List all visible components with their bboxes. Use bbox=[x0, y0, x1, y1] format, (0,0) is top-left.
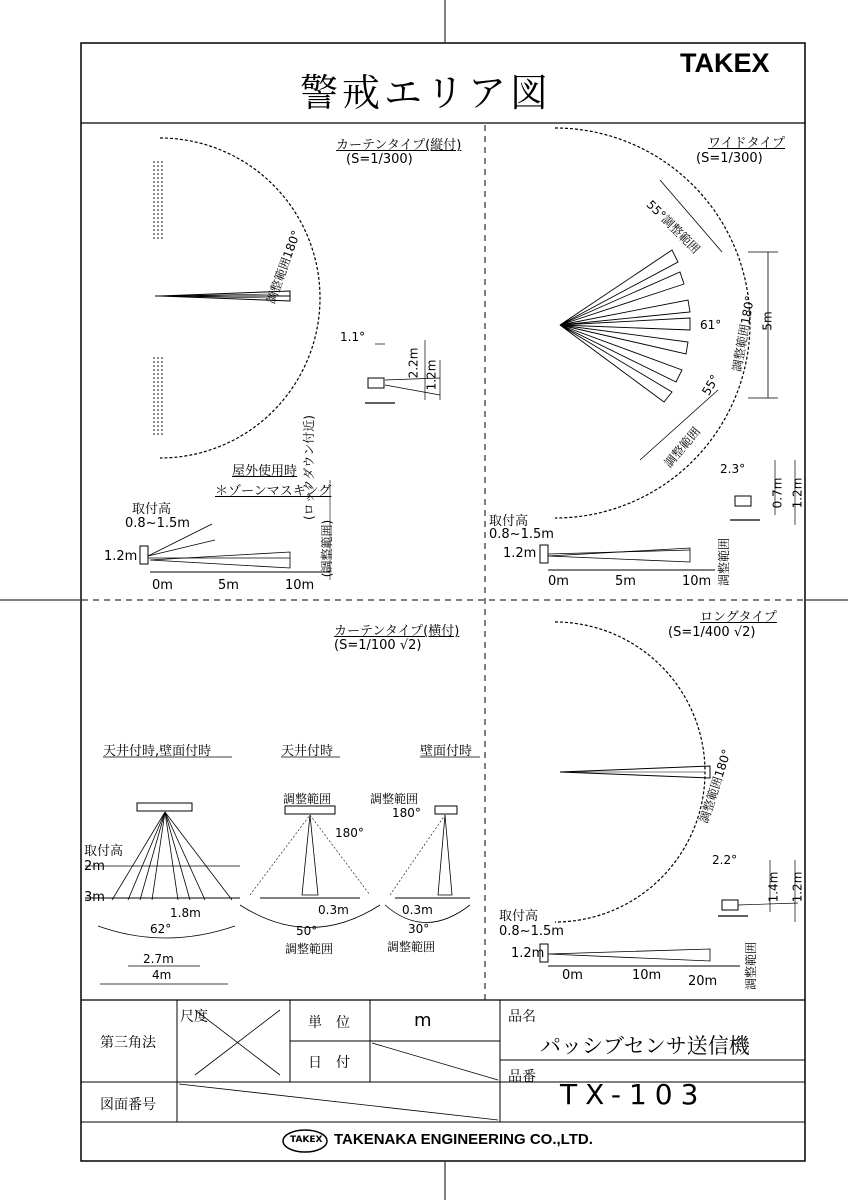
projection-label: 第三角法 bbox=[100, 1035, 156, 1051]
cv-mount-h1: 2.2m bbox=[406, 347, 421, 379]
long-arc-label: 調整範囲180° bbox=[696, 747, 734, 825]
date-label: 日 付 bbox=[308, 1055, 350, 1071]
long-side-note: 調整範囲 bbox=[744, 941, 758, 990]
cv-mount-height-label: 取付高 bbox=[132, 502, 172, 517]
wide-mount-height-value: 0.8~1.5m bbox=[489, 527, 554, 542]
ch-angle-62: 62° bbox=[150, 922, 172, 936]
scale-label: 尺度 bbox=[180, 1009, 208, 1025]
ch-angle-180-a: 180° bbox=[335, 826, 364, 840]
ch-angle-30: 30° bbox=[408, 922, 430, 936]
ch-dim-27: 2.7m bbox=[143, 952, 174, 966]
long-distance-10: 10m bbox=[632, 968, 662, 983]
long-distance-20: 20m bbox=[688, 974, 718, 989]
cv-distance-0: 0m bbox=[152, 578, 173, 593]
curtain-vertical-arc-label: 調整範囲180° bbox=[263, 228, 304, 306]
wide-angle-mid: 61° bbox=[700, 318, 722, 332]
cv-mount-angle: 1.1° bbox=[340, 330, 366, 344]
wide-angle-top: 55°調整範囲 bbox=[643, 197, 703, 257]
ch-height-2m: 2m bbox=[84, 859, 105, 874]
long-distance-0: 0m bbox=[562, 968, 583, 983]
cv-side-note2: (ロックダウン付近) bbox=[302, 415, 316, 520]
long-scale: (S=1/400 √2) bbox=[668, 625, 756, 640]
curtain-vertical-diagram bbox=[140, 138, 440, 580]
cv-height-value: 1.2m bbox=[104, 549, 138, 564]
outdoor-title: 屋外使用時 bbox=[232, 464, 298, 479]
wide-distance-5: 5m bbox=[615, 574, 636, 589]
long-mount-height-label: 取付高 bbox=[499, 909, 539, 924]
ch-dim-03-a: 0.3m bbox=[318, 903, 349, 917]
ch-adj-wall: 調整範囲 bbox=[370, 792, 419, 806]
ch-height-3m: 3m bbox=[84, 890, 105, 905]
ceiling-label: 天井付時 bbox=[281, 744, 334, 759]
cv-mount-h2: 1.2m bbox=[424, 359, 439, 391]
curtain-horizontal-name: カーテンタイプ(横付) bbox=[334, 624, 460, 639]
brand-logo: TAKEX bbox=[680, 48, 770, 78]
ch-adj-ceiling: 調整範囲 bbox=[283, 792, 332, 806]
ch-adj-bottom-a: 調整範囲 bbox=[285, 942, 334, 956]
wide-scale: (S=1/300) bbox=[696, 151, 763, 166]
long-name: ロングタイプ bbox=[700, 610, 777, 625]
company-name: TAKENAKA ENGINEERING CO.,LTD. bbox=[334, 1131, 593, 1148]
wide-distance-0: 0m bbox=[548, 574, 569, 589]
wide-side-note: 調整範囲 bbox=[717, 537, 731, 586]
wide-arc-label: 調整範囲180° bbox=[729, 294, 758, 373]
ch-dim-18: 1.8m bbox=[170, 906, 201, 920]
product-name-label: 品名 bbox=[508, 1009, 536, 1025]
ch-angle-180-b: 180° bbox=[392, 806, 421, 820]
long-mount-h2: 1.2m bbox=[790, 871, 805, 903]
wide-mount-height-label: 取付高 bbox=[489, 514, 529, 529]
ch-dim-03-b: 0.3m bbox=[402, 903, 433, 917]
wide-angle-bottom: 55° bbox=[699, 372, 723, 398]
product-no-label: 品番 bbox=[508, 1069, 536, 1085]
unit-label: 単 位 bbox=[308, 1015, 350, 1031]
wide-name: ワイドタイプ bbox=[708, 136, 785, 151]
long-diagram bbox=[540, 622, 798, 966]
wide-mount-angle: 2.3° bbox=[720, 462, 746, 476]
ceiling-wall-label: 天井付時,壁面付時 bbox=[103, 744, 212, 759]
cv-side-note: (調整範囲) bbox=[320, 519, 335, 578]
cv-distance-10: 10m bbox=[285, 578, 315, 593]
unit-value: m bbox=[414, 1010, 432, 1031]
drawing-no-label: 図面番号 bbox=[100, 1097, 156, 1113]
curtain-vertical-scale: (S=1/300) bbox=[346, 152, 413, 167]
cv-distance-5: 5m bbox=[218, 578, 239, 593]
page-title: 警戒エリア図 bbox=[300, 71, 553, 115]
curtain-vertical-name: カーテンタイプ(縦付) bbox=[336, 138, 462, 153]
wide-mount-h2: 1.2m bbox=[790, 477, 805, 509]
ch-mount-height-label: 取付高 bbox=[84, 844, 124, 859]
product-name: パッシブセンサ送信機 bbox=[540, 1034, 750, 1058]
long-mount-angle: 2.2° bbox=[712, 853, 738, 867]
wide-width-label: 5m bbox=[760, 311, 775, 331]
cv-mount-height-value: 0.8~1.5m bbox=[125, 516, 190, 531]
wide-adjust-label: 調整範囲 bbox=[661, 424, 704, 471]
long-height-value: 1.2m bbox=[511, 946, 545, 961]
long-mount-h1: 1.4m bbox=[766, 871, 781, 903]
zone-masking: ＊ゾーンマスキング bbox=[215, 484, 332, 499]
ch-dim-4: 4m bbox=[152, 968, 172, 982]
company-badge: TAKEX bbox=[290, 1135, 323, 1145]
wide-distance-10: 10m bbox=[682, 574, 712, 589]
curtain-horizontal-scale: (S=1/100 √2) bbox=[334, 638, 422, 653]
wide-height-value: 1.2m bbox=[503, 546, 537, 561]
wide-mount-h1: 0.7m bbox=[770, 477, 785, 509]
product-no: TX-103 bbox=[560, 1078, 707, 1111]
wall-label: 壁面付時 bbox=[420, 744, 473, 759]
wide-diagram bbox=[540, 128, 795, 570]
long-mount-height-value: 0.8~1.5m bbox=[499, 924, 564, 939]
ch-angle-50: 50° bbox=[296, 924, 318, 938]
ch-adj-bottom-b: 調整範囲 bbox=[387, 940, 436, 954]
